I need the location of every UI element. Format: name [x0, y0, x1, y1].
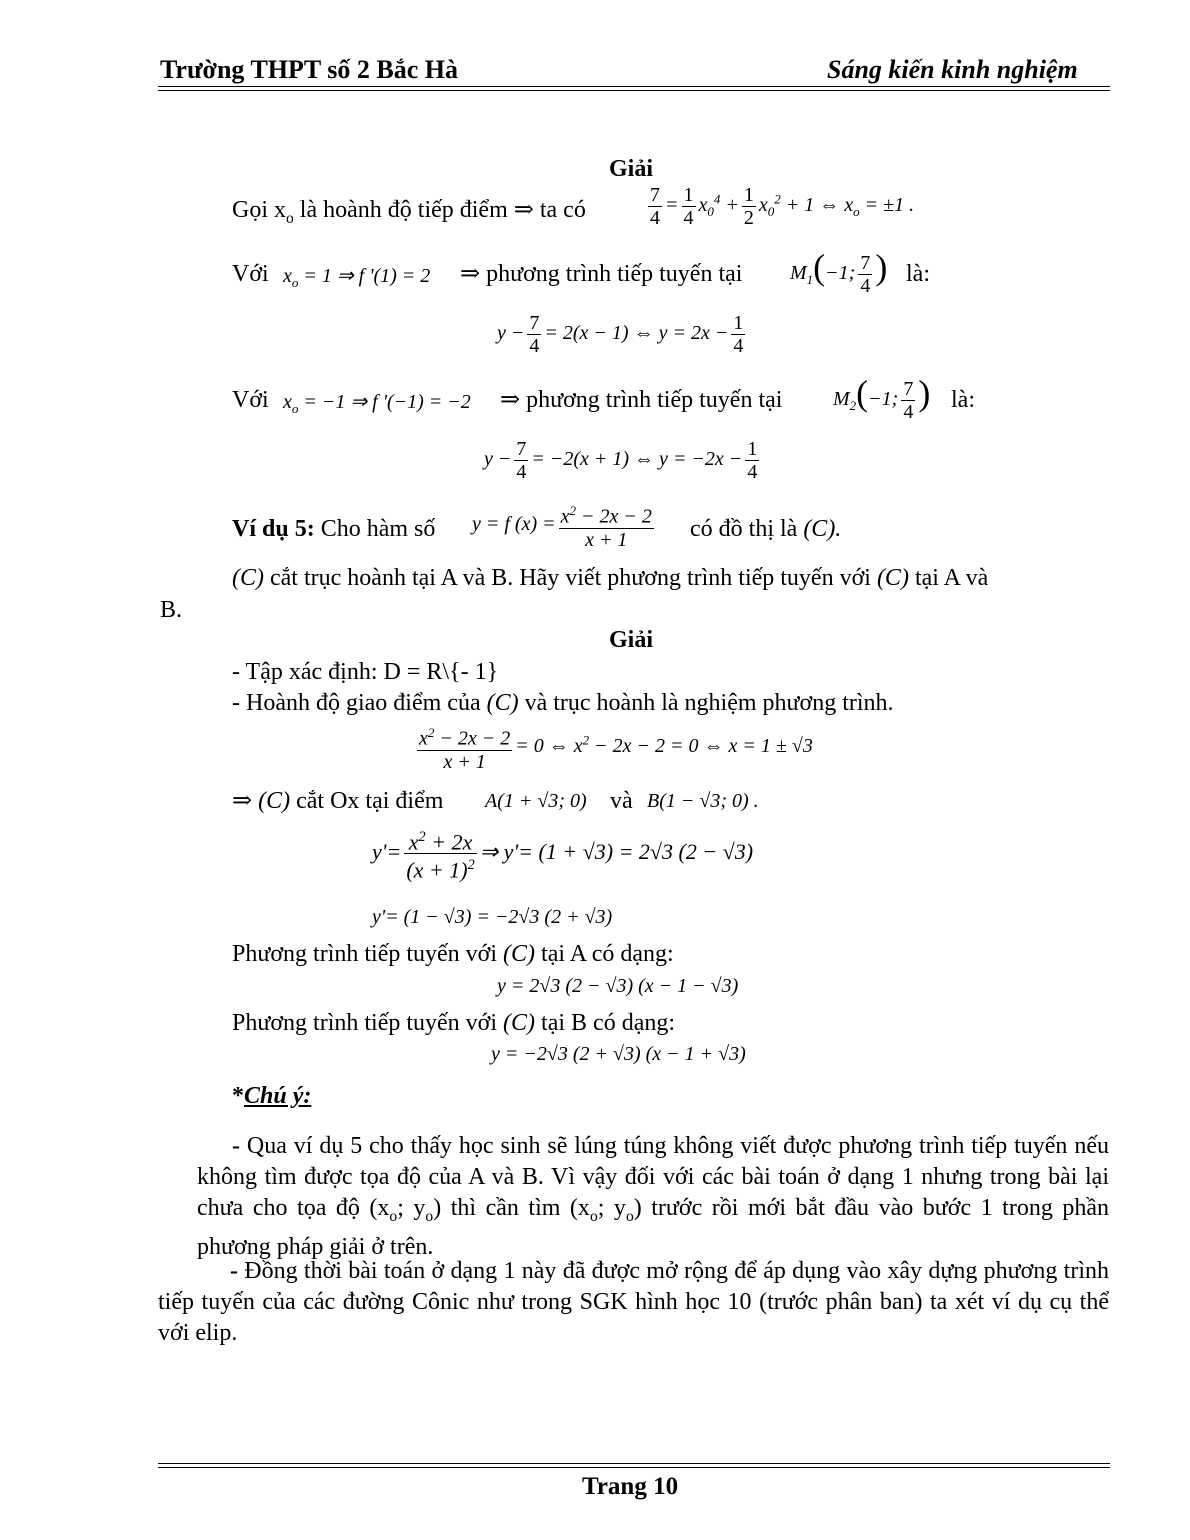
example-5-tail: có đồ thị là (C). [690, 516, 842, 542]
point-a: A(1 + √3; 0) [485, 790, 587, 812]
header-rule-2 [158, 90, 1110, 91]
equation-tangent-1: y − $\frac{7}{4}$ = 2(x − 1) ⇔ y = 2x − $\frac{1}{4}$ [497, 312, 744, 357]
line-voi-x-minus1: Với [232, 387, 269, 413]
point-m2: $M_2(-1$; $\frac{7}{4}$ ) [833, 373, 931, 423]
text-la-1: là: [906, 261, 930, 287]
note-paragraph-1: - Qua ví dụ 5 cho thấy học sinh sẽ lúng túng không viết được phương trình tiếp tuyến nếu không tìm được tọa độ của A và B. Vì vậy đối với các bài toán ở dạng 1 nhưng trong bài lại chưa cho tọa độ ($x_o$; $y_o$) thì cần tìm ($x_o$; $y_o$) trước rồi mới bắt đầu vào bước 1 trong phần phương pháp giải ở trên. [197, 1133, 1109, 1260]
equation-x0: $\frac{7}{4}$ = $\frac{1}{4}$ $x_0^4$ + $\frac{1}{2}$ $x_0^2 + 1$ ⇔ $x_o = \pm 1$ . [650, 184, 915, 229]
line-hoanh-do: - Hoành độ giao điểm của (C) và trục hoành là nghiệm phương trình. [232, 690, 894, 716]
equation-tangent-a: y = 2√3 (2 − √3) (x − 1 − √3) [497, 975, 739, 997]
line-pt-b: Phương trình tiếp tuyến với (C) tại B có dạng: [232, 1010, 676, 1036]
equation-derivative: y'= $\frac{x^2 + 2x}{(x + 1)^2}$ ⇒ y'= (1 + √3) = 2√3 (2 − √3) [372, 826, 753, 882]
point-b: B(1 − √3; 0) . [647, 790, 759, 812]
equation-tangent-2: y − $\frac{7}{4}$ = −2(x + 1) ⇔ y = −2x − $\frac{1}{4}$ [484, 438, 758, 483]
equation-tangent-b: y = −2√3 (2 + √3) (x − 1 + √3) [491, 1043, 746, 1065]
point-m1: $M_1(-1$; $\frac{7}{4}$ ) [790, 247, 888, 297]
line-c-cat: (C) cắt trục hoành tại A và B. Hãy viết phương trình tiếp tuyến với (C) tại A và [232, 565, 989, 591]
line-domain: - Tập xác định: D = R\{- 1} [232, 659, 499, 685]
section-heading-solution-1: Giải [609, 156, 654, 182]
line-voi-x1: Với [232, 261, 269, 287]
equation-function: y = f (x) = $\frac{x^2 - 2x - 2}{x + 1}$ [472, 500, 657, 551]
line-cat-ox: ⇒ (C) cắt Ox tại điểm [232, 788, 444, 814]
text-pttt-2: ⇒ phương trình tiếp tuyến tại [500, 387, 783, 413]
line-c-cat-end: B. [160, 597, 183, 623]
equation-derivative-b: y'= (1 − √3) = −2√3 (2 + √3) [372, 906, 613, 928]
note-paragraph-2: - Đồng thời bài toán ở dạng 1 này đã được mở rộng để áp dụng vào xây dựng phương trình tiếp tuyến của các đường Cônic như trong SGK hình học 10 (trước phân ban) ta xét ví dụ cụ thể với elip. [158, 1258, 1109, 1346]
header-school: Trường THPT số 2 Bắc Hà [160, 55, 458, 84]
footer-rule-2 [158, 1467, 1110, 1468]
text-pttt-1: ⇒ phương trình tiếp tuyến tại [460, 261, 743, 287]
note-heading: *Chú ý: [232, 1083, 312, 1109]
equation-f-prime-minus1: $x_o = -1$ ⇒ f '(−1) = −2 [283, 391, 471, 416]
text-and: và [610, 788, 633, 814]
header-rule [158, 86, 1110, 87]
header-title: Sáng kiến kinh nghiệm [827, 55, 1078, 84]
section-heading-solution-2: Giải [609, 627, 654, 653]
text-la-2: là: [951, 387, 975, 413]
page-number: Trang 10 [582, 1473, 679, 1500]
footer-rule [158, 1463, 1110, 1464]
line-goi-x0: Gọi $x_o$ là hoành độ tiếp điểm ⇒ ta có [232, 197, 586, 227]
example-5-label: Ví dụ 5: Cho hàm số [232, 516, 436, 542]
equation-roots: $\frac{x^2 - 2x - 2}{x + 1}$ = 0 ⇔ $x^2 - 2x - 2 = 0$ ⇔ x = 1 ± √3 [414, 722, 813, 773]
line-pt-a: Phương trình tiếp tuyến với (C) tại A có dạng: [232, 941, 674, 967]
equation-f-prime-1: $x_o = 1$ ⇒ f '(1) = 2 [283, 265, 431, 290]
